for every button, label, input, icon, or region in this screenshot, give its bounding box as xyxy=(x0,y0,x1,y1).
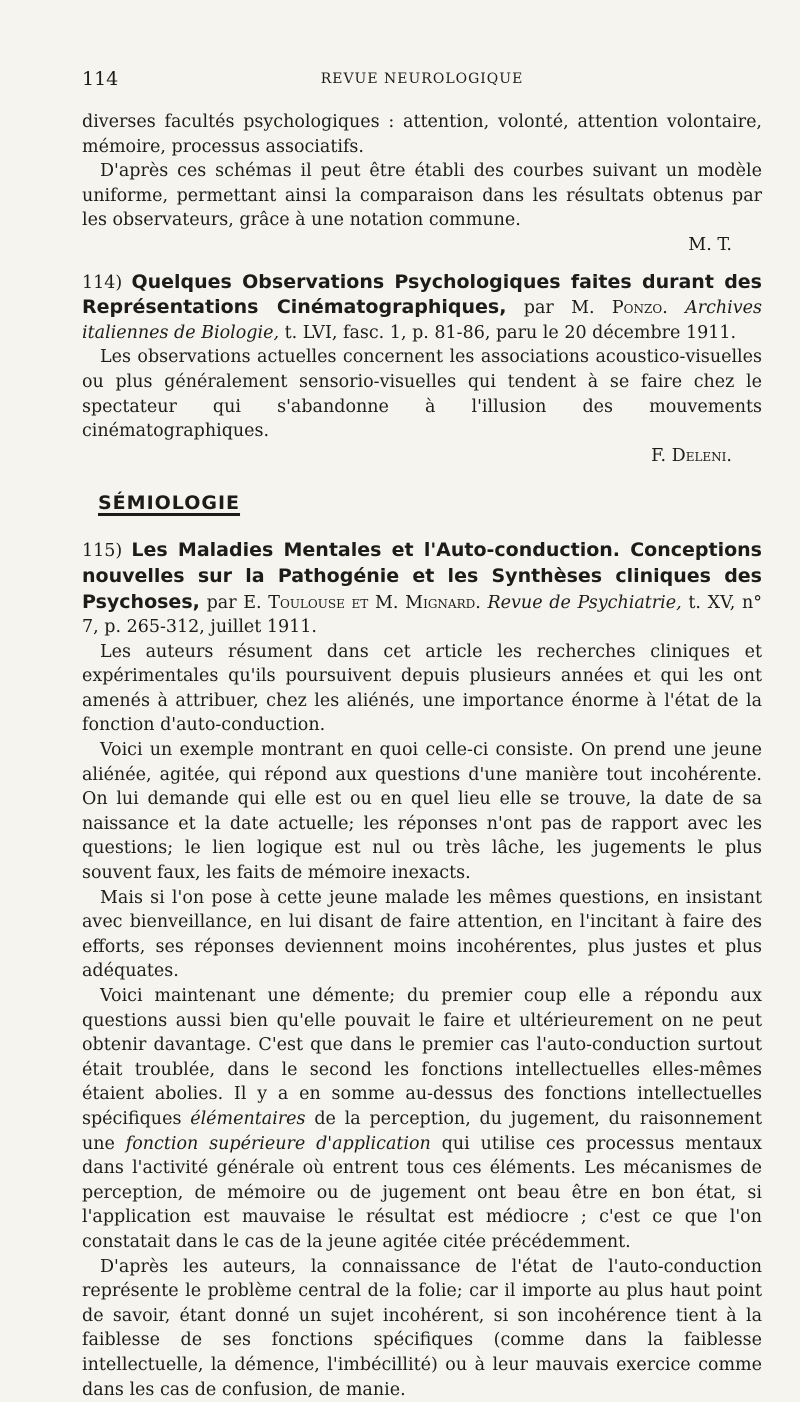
entry-reference: t. XV, n° 7, p. 265-312, juillet 1911. xyxy=(82,592,762,638)
running-title: REVUE NEUROLOGIQUE xyxy=(320,71,524,87)
paragraph: D'après ces schémas il peut être établi des courbes suivant un modèle uniforme, permettant ainsi la comparaison dans les résultats obtenus par les observateurs, grâce à une notation commune. xyxy=(82,161,762,231)
entry-number: 114) xyxy=(82,272,123,293)
signature: F. Deleni. xyxy=(651,445,732,466)
entry-title: Les Maladies Mentales et l'Auto-conduction. Conceptions nouvelles sur la Pathogénie et les Synthèses cliniques des Psychoses, xyxy=(82,539,762,613)
entry-number: 115) xyxy=(82,541,123,562)
entry-114-heading: 114) Quelques Observations Psychologiques faites durant des Représentations Cinématographiques, par M. Ponzo. Archives italiennes de Biologie, t. LVI, fasc. 1, p. 81-86, paru le 20 décembre 1911. xyxy=(82,270,762,343)
page-header xyxy=(82,68,762,92)
page-body xyxy=(82,110,762,1402)
paragraph: D'après les auteurs, la connaissance de l'état de l'auto-conduction représente le problème central de la folie; car il importe au plus haut point de savoir, étant donné un sujet incohérent, si son incohérence tient à la faiblesse de ses fonctions spécifiques (comme dans la faiblesse intellectuelle, la démence, l'imbécillité) ou à leur mauvais exercice comme dans les cas de confusion, de manie. xyxy=(82,1256,762,1400)
entry-reference: t. LVI, fasc. 1, p. 81-86, paru le 20 décembre 1911. xyxy=(284,322,737,343)
page-number: 114 xyxy=(82,68,119,90)
paragraph-continued: diverses facultés psychologiques : attention, volonté, attention volontaire, mémoire, processus associatifs. xyxy=(82,112,762,157)
entry-authors: E. Toulouse et M. Mignard. xyxy=(243,592,481,613)
entry-author: Ponzo. xyxy=(611,298,668,319)
paragraph: Les observations actuelles concernent les associations acoustico-visuelles ou plus généralement sensorio-visuelles qui tendent à se faire chez le spectateur qui s'abandonne à l'illusion des mouvements cinématographiques. xyxy=(82,347,762,442)
entry-journal: Archives italiennes de Biologie, xyxy=(82,298,762,343)
entry-journal: Revue de Psychiatrie, xyxy=(487,592,682,613)
paragraph: Voici maintenant une démente; du premier coup elle a répondu aux questions aussi bien qu'elle pouvait le faire et ultérieurement on ne peut obtenir davantage. C'est que dans le premier cas l'auto-conduction surtout était troublée, dans le second les fonctions intellectuelles elles-mêmes étaient abolies. Il y a en somme au-dessus des fonctions intellectuelles spécifiques élémentaires de la perception, du jugement, du raisonnement une fonction supérieure d'application qui utilise ces processus mentaux dans l'activité générale où entrent tous ces éléments. Les mécanismes de perception, de mémoire ou de jugement ont beau être en bon état, si l'application est mauvaise le résultat est médiocre ; c'est ce que l'on constatait dans le cas de la jeune agitée citée précédemment. xyxy=(82,986,762,1252)
signature: M. T. xyxy=(688,234,732,255)
section-heading: SÉMIOLOGIE xyxy=(98,492,241,515)
paragraph: Les auteurs résument dans cet article les recherches cliniques et expérimentales qu'ils poursuivent depuis plusieurs années et qui les ont amenés à attribuer, chez les aliénés, une importance énorme à l'état de la fonction d'auto-conduction. xyxy=(82,641,762,736)
paragraph: Mais si l'on pose à cette jeune malade les mêmes questions, en insistant avec bienveillance, en lui disant de faire attention, en l'incitant à faire des efforts, ses réponses deviennent moins incohérentes, plus justes et plus adéquates. xyxy=(82,887,762,982)
paragraph: Voici un exemple montrant en quoi celle-ci consiste. On prend une jeune aliénée, agitée, qui répond aux questions d'une manière tout incohérente. On lui demande qui elle est ou en quel lieu elle se trouve, la date de sa naissance et la date actuelle; les réponses n'ont pas de rapport avec les questions; le lien logique est nul ou très lâche, les jugements le plus souvent faux, les faits de mémoire inexacts. xyxy=(82,740,762,884)
entry-115-heading: 115) Les Maladies Mentales et l'Auto-conduction. Conceptions nouvelles sur la Pathogénie et les Synthèses cliniques des Psychoses, par E. Toulouse et M. Mignard. Revue de Psychiatrie, t. XV, n° 7, p. 265-312, juillet 1911. xyxy=(82,539,762,638)
entry-title: Quelques Observations Psychologiques faites durant des Représentations Cinématographiques, xyxy=(82,270,762,319)
